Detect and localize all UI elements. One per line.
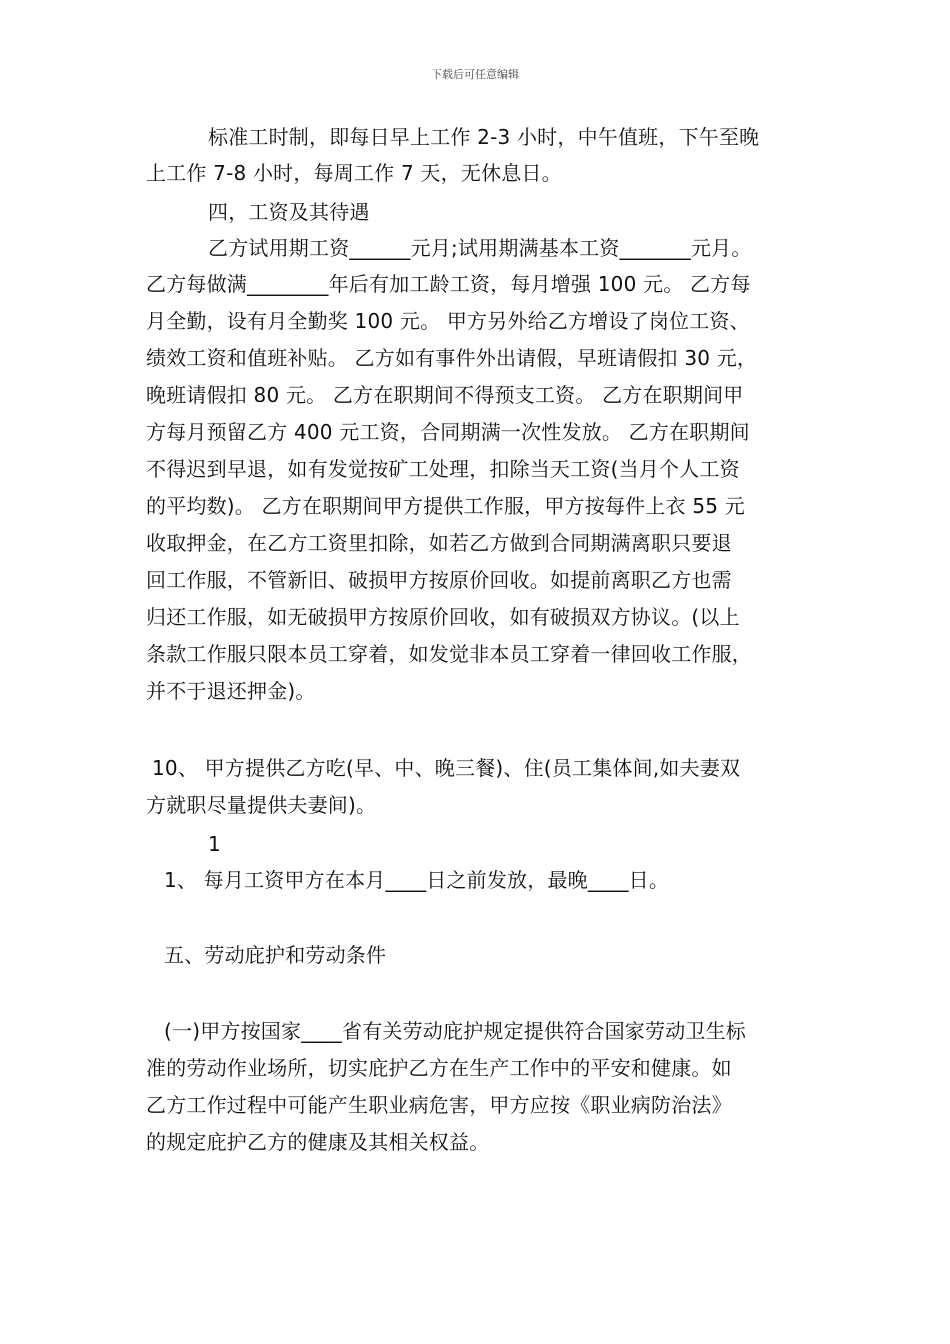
text-line: 的规定庇护乙方的健康及其相关权益。 [146, 1130, 490, 1154]
text-line: 晚班请假扣 80 元。 乙方在职期间不得预支工资。 乙方在职期间甲 [146, 383, 744, 407]
text-line: 归还工作服，如无破损甲方按原价回收，如有破损双方协议。(以上 [146, 605, 740, 629]
text-line: 条款工作服只限本员工穿着，如发觉非本员工穿着一律回收工作服， [146, 642, 752, 666]
text-line: 月全勤，设有月全勤奖 100 元。 甲方另外给乙方增设了岗位工资、 [146, 309, 750, 333]
text-line: 10、 甲方提供乙方吃(早、中、晚三餐)、住(员工集体间,如夫妻双 [152, 756, 741, 780]
text-line: 乙方试用期工资______元月;试用期满基本工资_______元月。 [208, 236, 752, 260]
text-line: 收取押金，在乙方工资里扣除，如若乙方做到合同期满离职只要退 [146, 531, 732, 555]
text-line: 的平均数)。 乙方在职期间甲方提供工作服，甲方按每件上衣 55 元 [146, 494, 745, 518]
text-line: 上工作 7-8 小时，每周工作 7 天，无休息日。 [146, 161, 562, 185]
text-line: 并不于退还押金)。 [146, 679, 316, 703]
text-line: 不得迟到早退，如有发觉按矿工处理，扣除当天工资(当月个人工资 [146, 457, 740, 481]
page-header-note: 下载后可任意编辑 [431, 68, 519, 81]
text-line: 绩效工资和值班补贴。 乙方如有事件外出请假，早班请假扣 30 元， [146, 346, 758, 370]
text-line: (一)甲方按国家____省有关劳动庇护规定提供符合国家劳动卫生标 [164, 1019, 747, 1043]
text-line: 乙方每做满________年后有加工龄工资，每月增强 100 元。 乙方每 [146, 272, 751, 296]
text-line: 方每月预留乙方 400 元工资，合同期满一次性发放。 乙方在职期间 [146, 420, 750, 444]
text-line: 方就职尽量提供夫妻间)。 [146, 793, 377, 817]
text-line: 准的劳动作业场所，切实庇护乙方在生产工作中的平安和健康。如 [146, 1056, 732, 1080]
text-line: 乙方工作过程中可能产生职业病危害，甲方应按《职业病防治法》 [146, 1093, 732, 1117]
text-line: 1、 每月工资甲方在本月____日之前发放，最晚____日。 [164, 868, 670, 892]
text-line: 标准工时制，即每日早上工作 2-3 小时，中午值班，下午至晚 [208, 125, 760, 149]
section-heading: 五、劳动庇护和劳动条件 [164, 943, 387, 967]
text-line: 回工作服，不管新旧、破损甲方按原价回收。如提前离职乙方也需 [146, 568, 732, 592]
section-heading: 四，工资及其待遇 [208, 200, 370, 224]
page-number: 1 [208, 832, 221, 856]
